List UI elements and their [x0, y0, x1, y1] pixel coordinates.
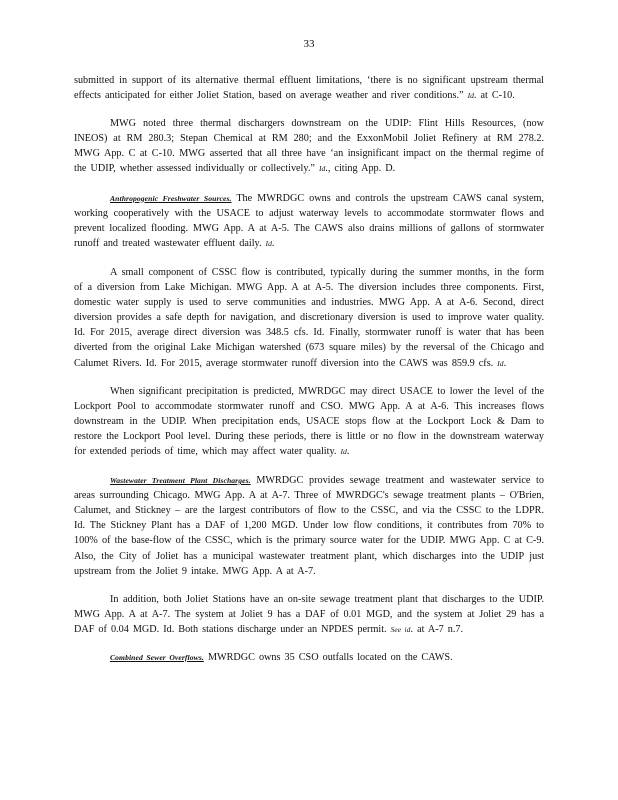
citation-tail: .: [503, 357, 507, 369]
document-body: [74, 73, 544, 679]
paragraph-text: submitted in support of its alternative thermal effluent limitations, ‘there is no significant upstream thermal effects anticipated for either Joliet Station, based on average weather and river conditions.”: [74, 75, 544, 102]
citation: Id: [265, 238, 272, 248]
paragraph-text: A small component of CSSC flow is contributed, typically during the summer months, in the form of a diversion from Lake Michigan. MWG App. A at A-5. The diversion includes three components. First, domestic water supply is used to serve communities and industries. MWG App. A at A-6. Second, direct diversion provides a safe depth for navigation, and discretionary diversion is used to improve water quality. Id. For 2015, average direct diversion was 348.5 cfs. Id. Finally, stormwater runoff is water that has been diverted from the original Lake Michigan watershed (673 square miles) by the reversal of the Chicago and Calumet Rivers. Id. For 2015, average stormwater runoff diversion into the CAWS was 859.9 cfs.: [74, 266, 544, 369]
section-heading: Anthropogenic Freshwater Sources.: [110, 193, 232, 203]
paragraph-text: In addition, both Joliet Stations have an on-site sewage treatment plant that discharges to the UDIP. MWG App. A at A-7. The system at Joliet 9 has a DAF of 0.01 MGD, and the system at Joliet 29 has a DAF of 0.04 MGD. Id. Both stations discharge under an NPDES permit.: [74, 593, 544, 635]
paragraph-anthropogenic-sources: [74, 191, 544, 251]
citation: See id: [390, 624, 411, 634]
paragraph-wastewater-plants: [74, 473, 544, 579]
citation-tail: . at C-10.: [473, 90, 515, 102]
section-heading: Combined Sewer Overflows.: [110, 653, 204, 662]
paragraph-lake-michigan-diversion: [74, 265, 544, 371]
paragraph-thermal-dischargers: [74, 116, 544, 176]
citation: Id: [318, 164, 326, 174]
paragraph-thermal-effluent: [74, 73, 544, 103]
paragraph-onsite-treatment: [74, 592, 544, 637]
paragraph-text: MWRDGC owns 35 CSO outfalls located on the CAWS.: [203, 652, 453, 663]
citation-tail: ., citing App. D.: [325, 163, 396, 175]
citation: Id: [467, 91, 474, 101]
paragraph-combined-sewer-overflows: [74, 650, 544, 665]
citation-tail: .: [271, 237, 275, 249]
citation: Id: [497, 358, 504, 368]
citation-tail: . at A-7 n.7.: [410, 623, 464, 635]
paragraph-precipitation: [74, 384, 544, 459]
paragraph-text: MWG noted three thermal dischargers downstream on the UDIP: Flint Hills Resources, (now INEOS) at RM 280.3; Stepan Chemical at RM 280; and the ExxonMobil Joliet Refinery at RM 278.2. MWG App. C at C-10. MWG asserted that all three have ‘an insignificant impact on the thermal regime of the UDIP, whether assessed individually or collectively.”: [74, 118, 544, 175]
citation-tail: .: [346, 445, 350, 457]
paragraph-text: MWRDGC provides sewage treatment and wastewater service to areas surrounding Chicago. MWG App. A at A-7. Three of MWRDGC's sewage treatment plants – O'Brien, Calumet, and Stickney – are the largest contributors of flow to the CSSC, and via the CSSC to the LDPR. Id. The Stickney Plant has a DAF of 1,200 MGD. Under low flow conditions, it contributes from 70% to 100% of the base-flow of the CSSC, which is the primary source water for the UDIP. MWG App. C at C-9. Also, the City of Joliet has a municipal wastewater treatment plant, which discharges into the UDIP just upstream from the Joliet 9 intake. MWG App. A at A-7.: [74, 475, 544, 577]
paragraph-text: When significant precipitation is predicted, MWRDGC may direct USACE to lower the level of the Lockport Pool to accommodate stormwater runoff and CSO. MWG App. A at A-6. This increases flows downstream in the UDIP. When precipitation ends, USACE stops flow at the Lockport Lock & Dam to restore the Lockport Pool level. During these periods, there is little or no flow in the downstream waterway for extended periods of time, which may affect water quality.: [74, 385, 544, 457]
section-heading: Wastewater Treatment Plant Discharges.: [110, 476, 251, 486]
paragraph-text: The MWRDGC owns and controls the upstream CAWS canal system, working cooperatively with the USACE to adjust waterway levels to accommodate stormwater flows and prevent localized flooding. MWG App. A at A-5. The CAWS also drains millions of gallons of stormwater runoff and treated wastewater effluent daily.: [74, 192, 544, 249]
citation: Id: [340, 446, 347, 456]
page-number: 33: [303, 38, 315, 50]
